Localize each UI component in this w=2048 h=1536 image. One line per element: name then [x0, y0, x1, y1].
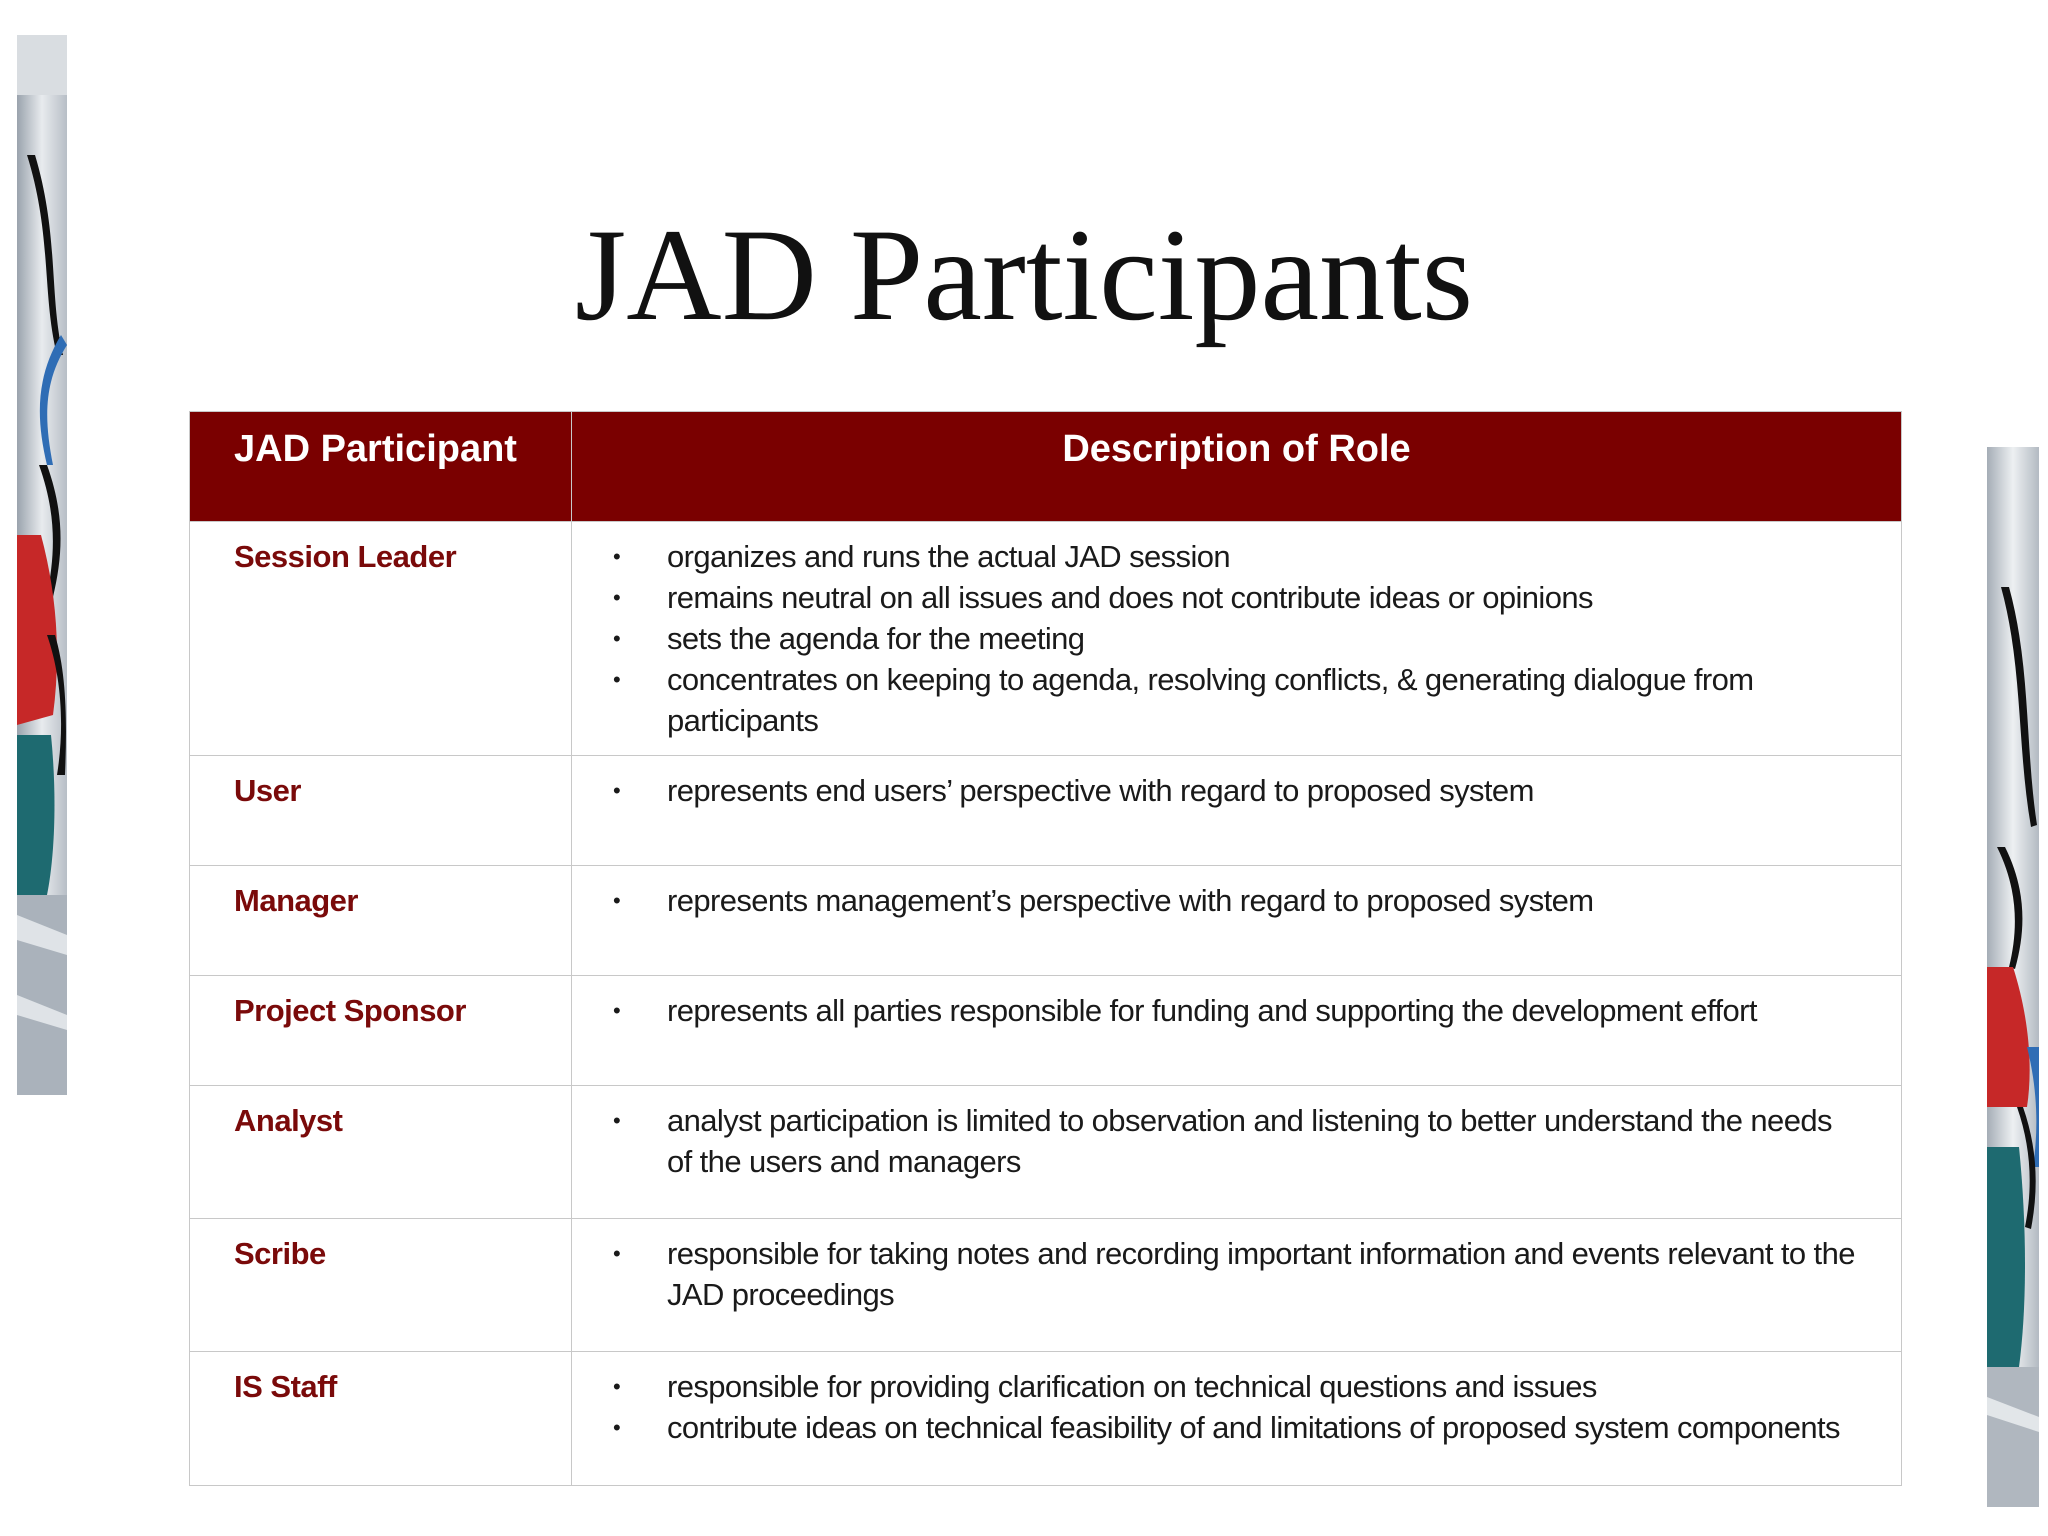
- bullet-icon: •: [613, 1374, 621, 1399]
- participant-name: User: [190, 756, 572, 866]
- bullet-text: organizes and runs the actual JAD session: [667, 539, 1231, 574]
- column-header-participant: JAD Participant: [190, 412, 572, 522]
- bullet-item: [573, 577, 1900, 618]
- bullet-list: [573, 990, 1900, 1031]
- table-row: [190, 756, 1902, 866]
- bullet-icon: •: [613, 1415, 621, 1440]
- role-description: [572, 1352, 1902, 1486]
- bullet-icon: •: [613, 585, 621, 610]
- bullet-text: remains neutral on all issues and does not contribute ideas or opinions: [667, 580, 1593, 615]
- role-description: [572, 866, 1902, 976]
- bullet-text: represents all parties responsible for funding and supporting the development effort: [667, 993, 1757, 1028]
- bullet-icon: •: [613, 888, 621, 913]
- bullet-item: [573, 1100, 1900, 1182]
- bullet-text: represents management’s perspective with regard to proposed system: [667, 883, 1594, 918]
- role-description: [572, 1219, 1902, 1352]
- role-description: [572, 756, 1902, 866]
- bullet-text: represents end users’ perspective with regard to proposed system: [667, 773, 1534, 808]
- bullet-list: [573, 770, 1900, 811]
- bullet-item: [573, 770, 1900, 811]
- bullet-text: concentrates on keeping to agenda, resolving conflicts, & generating dialogue from participants: [667, 662, 1754, 738]
- table-row: [190, 1219, 1902, 1352]
- role-description: [572, 976, 1902, 1086]
- bullet-item: [573, 659, 1900, 741]
- bullet-text: analyst participation is limited to observation and listening to better understand the needs of the users and managers: [667, 1103, 1832, 1179]
- table-row: [190, 522, 1902, 756]
- table-row: [190, 866, 1902, 976]
- bullet-text: contribute ideas on technical feasibility of and limitations of proposed system components: [667, 1410, 1840, 1445]
- bullet-icon: •: [613, 1108, 621, 1133]
- bullet-item: [573, 1233, 1900, 1315]
- role-description: [572, 522, 1902, 756]
- decorative-strip-left: [17, 35, 67, 1095]
- decorative-strip-right: [1987, 447, 2039, 1507]
- participant-name: Project Sponsor: [190, 976, 572, 1086]
- bullet-item: [573, 990, 1900, 1031]
- bullet-text: sets the agenda for the meeting: [667, 621, 1085, 656]
- bullet-item: [573, 880, 1900, 921]
- bullet-list: [573, 880, 1900, 921]
- participants-table: [189, 411, 1902, 1486]
- bullet-item: [573, 536, 1900, 577]
- bullet-item: [573, 618, 1900, 659]
- bullet-list: [573, 536, 1900, 741]
- participant-name: IS Staff: [190, 1352, 572, 1486]
- role-description: [572, 1086, 1902, 1219]
- table-header-row: [190, 412, 1902, 522]
- bullet-list: [573, 1100, 1900, 1182]
- bullet-list: [573, 1366, 1900, 1448]
- bullet-icon: •: [613, 667, 621, 692]
- bullet-icon: •: [613, 544, 621, 569]
- table-row: [190, 1352, 1902, 1486]
- bullet-icon: •: [613, 778, 621, 803]
- bullet-icon: •: [613, 998, 621, 1023]
- bullet-text: responsible for providing clarification on technical questions and issues: [667, 1369, 1597, 1404]
- table-row: [190, 976, 1902, 1086]
- bullet-list: [573, 1233, 1900, 1315]
- participant-name: Scribe: [190, 1219, 572, 1352]
- participant-name: Analyst: [190, 1086, 572, 1219]
- bullet-text: responsible for taking notes and recording important information and events relevant to the JAD proceedings: [667, 1236, 1855, 1312]
- column-header-role: Description of Role: [572, 412, 1902, 522]
- slide-title: JAD Participants: [574, 201, 1474, 348]
- bullet-item: [573, 1407, 1900, 1448]
- participant-name: Session Leader: [190, 522, 572, 756]
- bullet-icon: •: [613, 626, 621, 651]
- table-row: [190, 1086, 1902, 1219]
- bullet-item: [573, 1366, 1900, 1407]
- bullet-icon: •: [613, 1241, 621, 1266]
- participant-name: Manager: [190, 866, 572, 976]
